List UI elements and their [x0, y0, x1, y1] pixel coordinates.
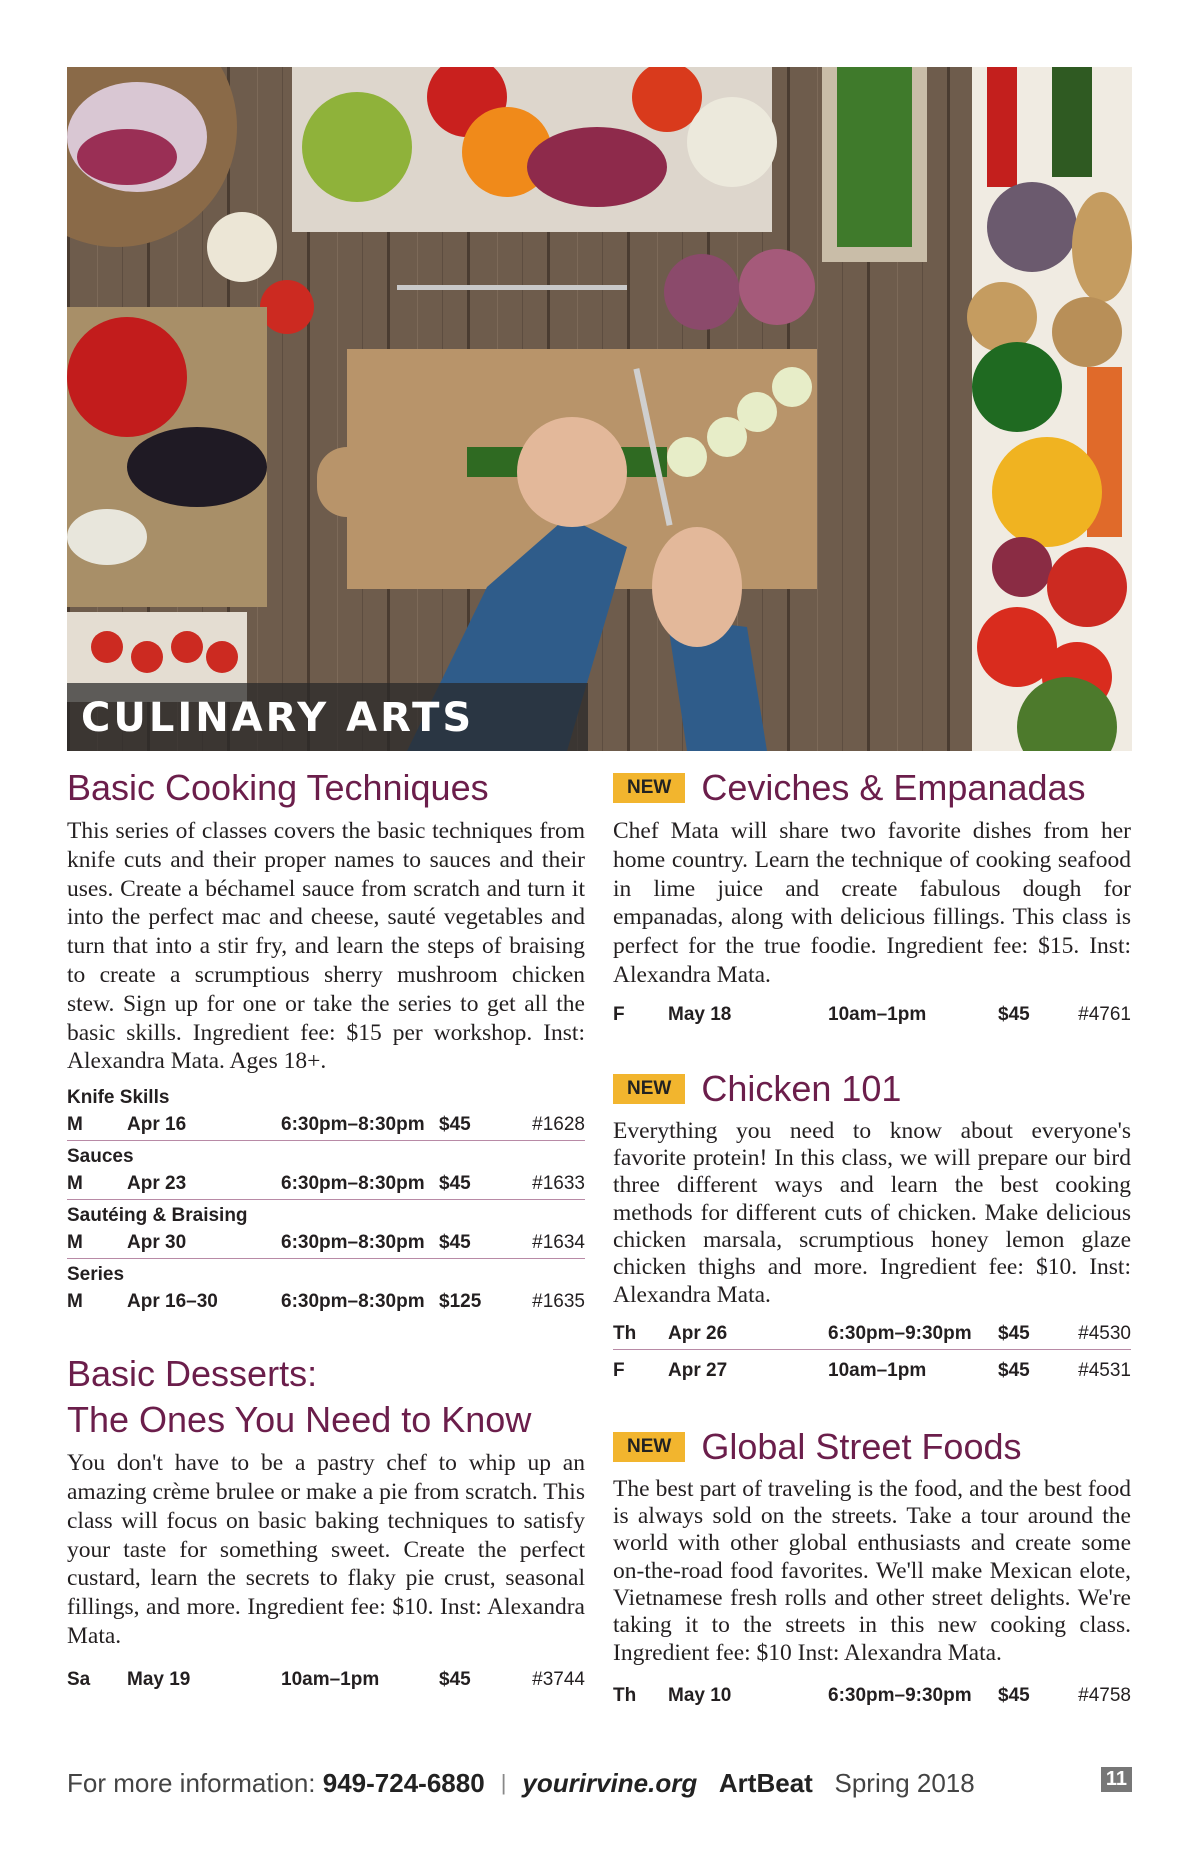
session-date: May 10 [668, 1684, 732, 1706]
session-day: M [67, 1291, 83, 1313]
session-day: M [67, 1173, 83, 1195]
basic-cooking-description: This series of classes covers the basic techniques from knife cuts and their proper names to sauces and their uses. Create a béchamel sauce from scratch and turn it into the perfect mac and cheese, sauté vegetables and turn that into a stir fry, and learn the steps of braising to create a scrumptious sherry mushroom chicken stew. Sign up for one or take the series to get all the basic skills. Ingredient fee: $15 per workshop. Inst: Alexandra Mata. Ages 18+. [67, 818, 585, 1075]
schedule-row [613, 1681, 1131, 1711]
website-link[interactable]: yourirvine.org [522, 1767, 698, 1798]
info-label: For more information: [67, 1767, 316, 1798]
session-name: Knife Skills [67, 1087, 170, 1109]
course-code: #1628 [532, 1114, 585, 1136]
session-time: 6:30pm–9:30pm [828, 1322, 972, 1344]
session-date: Apr 30 [127, 1232, 187, 1254]
page-number: 11 [1101, 1767, 1132, 1792]
new-badge: NEW [613, 1432, 685, 1462]
session-name: Sauces [67, 1146, 134, 1168]
basic-desserts-title-line2: The Ones You Need to Know [67, 1399, 532, 1441]
course-code: #4761 [1078, 1003, 1131, 1025]
course-code: #1633 [532, 1173, 585, 1195]
course-code: #4531 [1078, 1359, 1131, 1381]
session-price: $45 [998, 1322, 1030, 1344]
course-code: #4758 [1078, 1684, 1131, 1706]
schedule-row [613, 1319, 1131, 1350]
ceviches-description: Chef Mata will share two favorite dishes from her home country. Learn the technique of cooking seafood in lime juice and create fabulous dough for empanadas, along with delicious fillings. This class is perfect for the true foodie. Ingredient fee: $15. Inst: Alexandra Mata. [613, 818, 1131, 988]
course-code: #1635 [532, 1291, 585, 1313]
session-time: 10am–1pm [281, 1668, 380, 1690]
session-price: $45 [439, 1114, 471, 1136]
session-price: $45 [998, 1003, 1030, 1025]
session-date: Apr 26 [668, 1322, 728, 1344]
session-price: $125 [439, 1291, 482, 1313]
course-code: #4530 [1078, 1322, 1131, 1344]
page-footer [67, 1763, 1132, 1803]
ceviches-title: Ceviches & Empanadas [701, 767, 1086, 808]
session-time: 6:30pm–8:30pm [281, 1232, 425, 1254]
season-label: Spring 2018 [834, 1767, 975, 1798]
session-date: Apr 16 [127, 1114, 187, 1136]
left-column [67, 765, 585, 1695]
session-day: M [67, 1114, 83, 1136]
session-day: Th [613, 1322, 637, 1344]
session-day: F [613, 1359, 625, 1381]
chicken-heading [613, 1066, 1131, 1112]
session-time: 6:30pm–8:30pm [281, 1291, 425, 1313]
session-time: 10am–1pm [828, 1003, 927, 1025]
basic-desserts-description: You don't have to be a pastry chef to whip up an amazing crème brulee or make a pie from scratch. This class will focus on basic baking techniques to satisfy your taste for something sweet. Create the perfect custard, learn the secrets to flaky pie crust, seasonal fillings, and more. Ingredient fee: $10. Inst: Alexandra Mata. [67, 1450, 585, 1649]
session-date: Apr 27 [668, 1359, 728, 1381]
vegetables-photo [67, 67, 1132, 751]
session-day: F [613, 1003, 625, 1025]
session-price: $45 [439, 1668, 471, 1690]
schedule-row [67, 1665, 585, 1695]
session-price: $45 [998, 1684, 1030, 1706]
session-name: Series [67, 1264, 125, 1286]
street-foods-title: Global Street Foods [701, 1425, 1022, 1467]
schedule-row [67, 1110, 585, 1141]
course-code: #3744 [532, 1668, 585, 1690]
chicken-title: Chicken 101 [701, 1067, 902, 1109]
session-price: $45 [998, 1359, 1030, 1381]
basic-cooking-schedule [67, 1086, 585, 1317]
session-day: M [67, 1232, 83, 1254]
phone-number: 949-724-6880 [322, 1767, 485, 1798]
session-day: Sa [67, 1668, 91, 1690]
session-name: Sautéing & Braising [67, 1205, 248, 1227]
schedule-row [67, 1169, 585, 1200]
session-price: $45 [439, 1173, 471, 1195]
session-day: Th [613, 1684, 637, 1706]
publication-name: ArtBeat [718, 1767, 813, 1798]
session-time: 10am–1pm [828, 1359, 927, 1381]
section-banner [67, 683, 588, 751]
new-badge: NEW [613, 773, 685, 803]
right-column [613, 765, 1131, 1711]
schedule-row [67, 1228, 585, 1259]
street-foods-description: The best part of traveling is the food, and the best food is always sold on the streets. Take a tour around the world with other global enthusiasts and create some on-the-road food favorites. We'll make Mexican elote, Vietnamese fresh rolls and other street delights. We're taking it to the streets in this new cooking class. Ingredient fee: $10 Inst: Alexandra Mata. [613, 1475, 1131, 1666]
basic-desserts-title-line1: Basic Desserts: [67, 1353, 318, 1395]
street-foods-heading [613, 1424, 1131, 1470]
session-time: 6:30pm–8:30pm [281, 1114, 425, 1136]
new-badge: NEW [613, 1074, 685, 1104]
session-price: $45 [439, 1232, 471, 1254]
session-time: 6:30pm–9:30pm [828, 1684, 972, 1706]
schedule-row [613, 1000, 1131, 1030]
section-title: CULINARY ARTS [81, 695, 475, 741]
session-date: May 19 [127, 1668, 191, 1690]
session-date: May 18 [668, 1003, 732, 1025]
session-time: 6:30pm–8:30pm [281, 1173, 425, 1195]
footer-separator: | [500, 1770, 507, 1795]
basic-cooking-title: Basic Cooking Techniques [67, 767, 489, 808]
chicken-description: Everything you need to know about everyone's favorite protein! In this class, we will prepare our bird three different ways and learn the best cooking methods for different cuts of chicken. Make delicious chicken marsala, scrumptious honey lemon glaze chicken thighs and more. Ingredient fee: $10. Inst: Alexandra Mata. [613, 1117, 1131, 1308]
schedule-row [613, 1356, 1131, 1386]
ceviches-heading [613, 765, 1131, 811]
course-code: #1634 [532, 1232, 585, 1254]
hero-image [67, 67, 1132, 751]
schedule-row [67, 1287, 585, 1317]
session-date: Apr 23 [127, 1173, 187, 1195]
session-date: Apr 16–30 [127, 1291, 218, 1313]
